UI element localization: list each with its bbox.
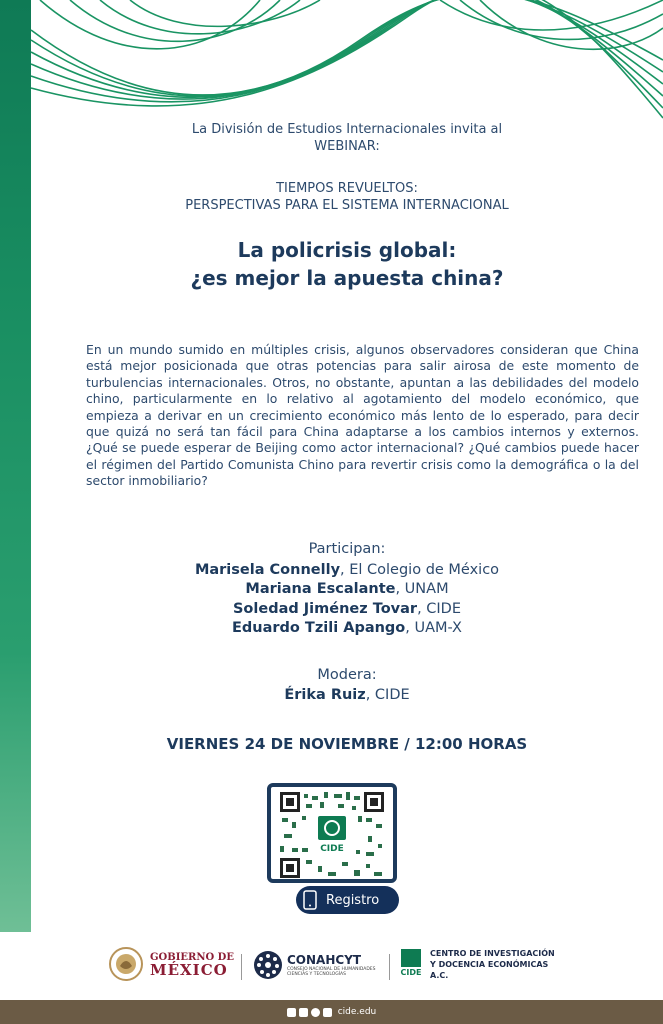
participant-name: Eduardo Tzili Apango [232, 620, 406, 637]
mexico-seal-icon [108, 946, 144, 982]
participant-name: Marisela Connelly [194, 562, 341, 578]
participant-name: Mariana Escalante [245, 581, 396, 598]
invitation-line-2: WEBINAR: [314, 139, 380, 154]
phone-icon [302, 890, 318, 910]
twitter-icon[interactable] [299, 1008, 308, 1017]
participants-list [31, 561, 663, 639]
footer-divider [241, 954, 242, 980]
participants-label: Participan: [308, 541, 386, 557]
website-link[interactable]: cide.edu [337, 1007, 377, 1017]
participant-item [31, 619, 663, 638]
register-button-label: Registro [326, 892, 380, 908]
cide-logo [398, 948, 560, 981]
green-side-band [0, 0, 31, 932]
cide-mark-label: CIDE [400, 967, 422, 977]
register-button[interactable] [296, 886, 399, 914]
participant-affiliation: , UNAM [395, 581, 449, 598]
cide-line-2: Y DOCENCIA ECONÓMICAS A.C. [430, 960, 549, 980]
instagram-icon[interactable] [311, 1008, 320, 1017]
event-title-line-2: ¿es mejor la apuesta china? [190, 266, 504, 290]
participant-affiliation: , UAM-X [405, 620, 462, 637]
event-date-time: VIERNES 24 DE NOVIEMBRE / 12:00 HORAS [166, 735, 528, 753]
participant-item [31, 580, 663, 599]
event-title [31, 236, 663, 292]
moderator-name: Érika Ruiz [284, 687, 366, 703]
invitation-text [31, 121, 663, 155]
cide-line-1: CENTRO DE INVESTIGACIÓN [430, 949, 555, 958]
youtube-icon[interactable] [323, 1008, 332, 1017]
conahcyt-emblem-icon [253, 950, 283, 980]
series-line-1: TIEMPOS REVUELTOS: [276, 181, 418, 196]
registration-qr-code[interactable] [267, 783, 397, 883]
gobierno-de-mexico-logo [108, 946, 234, 982]
facebook-icon[interactable] [287, 1008, 296, 1017]
moderator-affiliation: , CIDE [365, 687, 410, 703]
series-line-2: PERSPECTIVAS PARA EL SISTEMA INTERNACIONAL [185, 198, 509, 213]
participant-item [31, 600, 663, 619]
participant-item [31, 561, 663, 580]
qr-center-label: CIDE [320, 844, 344, 854]
participant-name: Soledad Jiménez Tovar [232, 600, 418, 617]
gobierno-line-1: GOBIERNO DE [150, 952, 234, 963]
series-title [31, 180, 663, 214]
moderator-item [31, 687, 663, 703]
conahcyt-logo [253, 950, 379, 980]
conahcyt-subtitle: CONSEJO NACIONAL DE HUMANIDADES CIENCIAS Y TECNOLOGÍAS [287, 967, 376, 977]
participant-affiliation: , El Colegio de México [340, 562, 500, 578]
event-abstract: En un mundo sumido en múltiples crisis, algunos observadores consideran que China está mejor posicionada que otras potencias para salir airosa de este momento de turbulencias internacionales. Otros, no obstante, apuntan a las debilidades del modelo chino, particularmente en lo relativo al agotamiento del modelo económico, que empieza a derivar en un crecimiento económico más lento de lo esperado, para decir que quizá no será tan fácil para China adaptarse a los cambios internos y externos. ¿Qué se puede esperar de Beijing como actor internacional? ¿Qué cambios puede hacer el régimen del Partido Comunista Chino para revertir crisis como la demográfica o la del sector inmobiliario? [86, 342, 639, 489]
participant-affiliation: , CIDE [417, 600, 462, 617]
conahcyt-name: CONAHCYT [287, 953, 362, 967]
qr-pattern [280, 792, 384, 878]
moderator-label: Modera: [317, 667, 377, 683]
cide-mark-icon [398, 949, 424, 981]
social-bar [0, 1000, 663, 1024]
gobierno-line-2: MÉXICO [150, 961, 228, 979]
footer-divider [389, 954, 390, 980]
event-title-line-1: La policrisis global: [237, 238, 457, 262]
invitation-line-1: La División de Estudios Internacionales invita al [191, 122, 503, 137]
